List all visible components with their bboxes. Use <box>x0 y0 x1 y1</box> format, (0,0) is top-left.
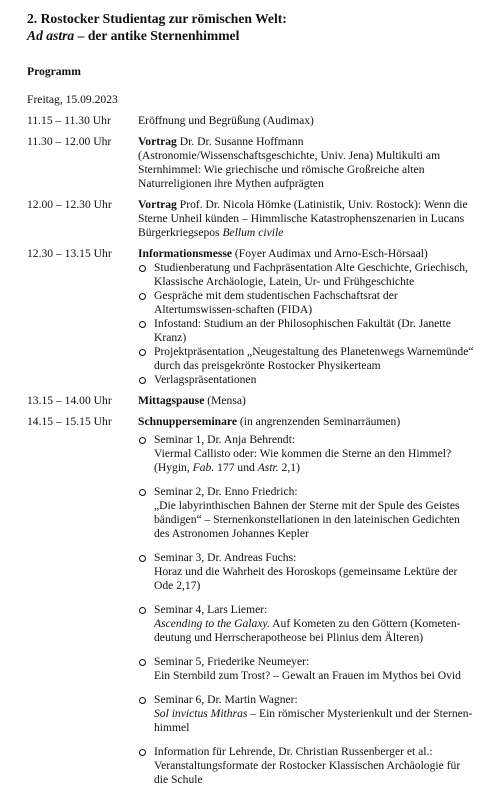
fair-heading <box>138 247 477 261</box>
seminar-head: Seminar 4, Lars Liemer: <box>154 603 268 616</box>
time-label: 12.00 – 12.30 Uhr <box>27 198 112 211</box>
title-italic: Ad astra <box>27 28 75 43</box>
document-page <box>27 10 477 787</box>
schedule-row-talk1 <box>27 135 477 191</box>
fair-label: Informationsmesse <box>138 247 233 260</box>
seminar-desc: Horaz und die Wahrheit des Horoskops (gemeinsame Lektüre der Ode 2,17) <box>154 565 458 592</box>
seminar-item-3 <box>138 551 477 593</box>
list-item: Verlagspräsentationen <box>138 373 477 387</box>
row-content: Eröffnung und Begrüßung (Audimax) <box>138 114 314 127</box>
seminar-text: 177 und <box>214 461 258 474</box>
time-label: 11.30 – 12.00 Uhr <box>27 135 112 148</box>
talk-label: Vortrag <box>138 135 177 148</box>
seminar-head: Information für Lehrende, Dr. Christian Russenberger et al.: <box>154 745 433 758</box>
row-content <box>138 247 477 387</box>
program-heading: Programm <box>27 65 81 78</box>
day-date: Freitag, 15.09.2023 <box>27 93 118 106</box>
time-label: 11.15 – 11.30 Uhr <box>27 114 111 127</box>
seminar-desc <box>154 447 477 475</box>
seminar-head: Seminar 5, Friederike Neumeyer: <box>154 655 310 668</box>
seminar-head: Seminar 6, Dr. Martin Wagner: <box>154 693 298 706</box>
row-content <box>138 135 477 191</box>
schedule-row-opening <box>27 114 477 128</box>
schedule-row-lunch <box>27 394 477 408</box>
list-item: Studienberatung und Fachpräsentation Alte Geschichte, Griechisch, Klassische Archäologie, Latein, Ur- und Frühgeschichte <box>138 261 477 289</box>
seminar-text: 2,1) <box>278 461 300 474</box>
seminars-location: (in angrenzenden Seminarräumen) <box>237 415 401 428</box>
time-label: 13.15 – 14.00 Uhr <box>27 394 112 407</box>
seminar-desc: „Die labyrinthischen Bahnen der Sterne mit der Spule des Geistes bändigen“ – Sternenkonstellationen in den lateinischen Gedichten des Astronomen Johannes Kepler <box>154 499 460 540</box>
list-item: Projektpräsentation „Neugestaltung des Planetenwegs Warnemünde“ durch das preisgekrönte Rostocker Physikerteam <box>138 345 477 373</box>
talk-text: Dr. Dr. Susanne Hoffmann (Astronomie/Wissenschaftsgeschichte, Univ. Jena) Multikulti am Sternhimmel: Wie griechische und römische Großreiche alten Naturreligionen ihre Mythen aufprägten <box>138 135 441 190</box>
seminar-head: Seminar 3, Dr. Andreas Fuchs: <box>154 551 297 564</box>
title-line-1: 2. Rostocker Studientag zur römischen Welt: <box>27 11 287 26</box>
seminars-heading <box>138 415 477 429</box>
talk-label: Vortrag <box>138 198 177 211</box>
seminar-desc <box>154 707 477 735</box>
title-rest: – der antike Sternenhimmel <box>74 28 240 43</box>
row-content <box>138 394 477 408</box>
time-label: 12.30 – 13.15 Uhr <box>27 247 112 260</box>
seminar-text: Viermal Callisto oder: Wie kommen die Sterne an den Himmel? (Hygin, <box>154 447 452 474</box>
fair-location: (Foyer Audimax und Arno-Esch-Hörsaal) <box>232 247 428 260</box>
row-content <box>138 198 477 240</box>
seminar-italic: Fab. <box>192 461 215 474</box>
seminar-item-4 <box>138 603 477 645</box>
talk-italic: Bellum civile <box>222 226 284 239</box>
row-content <box>138 415 477 787</box>
seminar-italic: Astr. <box>257 461 279 474</box>
document-title <box>27 10 477 44</box>
title-line-2 <box>27 27 477 44</box>
seminar-item-2 <box>138 485 477 541</box>
list-item: Infostand: Studium an der Philosophischen Fakultät (Dr. Janette Kranz) <box>138 317 477 345</box>
time-label: 14.15 – 15.15 Uhr <box>27 415 112 428</box>
schedule-row-fair <box>27 247 477 387</box>
lunch-label: Mittagspause <box>138 394 205 407</box>
seminar-text: Auf Kometen zu den Göttern (Kometen-deutung und Herrscherapotheose bei Plinius dem Älteren) <box>154 617 461 644</box>
seminar-list <box>138 433 477 787</box>
seminar-item-teachers <box>138 745 477 787</box>
seminar-item-6 <box>138 693 477 735</box>
fair-list <box>138 261 477 387</box>
seminar-italic: Sol invictus Mithras <box>154 707 248 720</box>
seminar-head: Seminar 1, Dr. Anja Behrendt: <box>154 433 296 446</box>
seminar-head: Seminar 2, Dr. Enno Friedrich: <box>154 485 298 498</box>
seminar-desc: Ein Sternbild zum Trost? – Gewalt an Frauen im Mythos bei Ovid <box>154 669 461 682</box>
lunch-location: (Mensa) <box>204 394 246 407</box>
seminars-label: Schnupperseminare <box>138 415 237 428</box>
schedule-row-seminars <box>27 415 477 787</box>
seminar-text: – Ein römischer Mysterienkult und der Sternen-himmel <box>154 707 473 734</box>
seminar-item-1 <box>138 433 477 475</box>
talk-text: Prof. Dr. Nicola Hömke (Latinistik, Univ. Rostock): Wenn die Sterne Unheil künden – Himmlische Katastrophenszenarien in Lucans Bürgerkriegsepos <box>138 198 468 239</box>
seminar-desc: Veranstaltungsformate der Rostocker Klassischen Archäologie für die Schule <box>154 759 461 786</box>
seminar-item-5 <box>138 655 477 683</box>
seminar-desc <box>154 617 477 645</box>
schedule-row-talk2 <box>27 198 477 240</box>
list-item: Gespräche mit dem studentischen Fachschaftsrat der Altertumswissen-schaften (FIDA) <box>138 289 477 317</box>
seminar-italic: Ascending to the Galaxy. <box>154 617 270 630</box>
